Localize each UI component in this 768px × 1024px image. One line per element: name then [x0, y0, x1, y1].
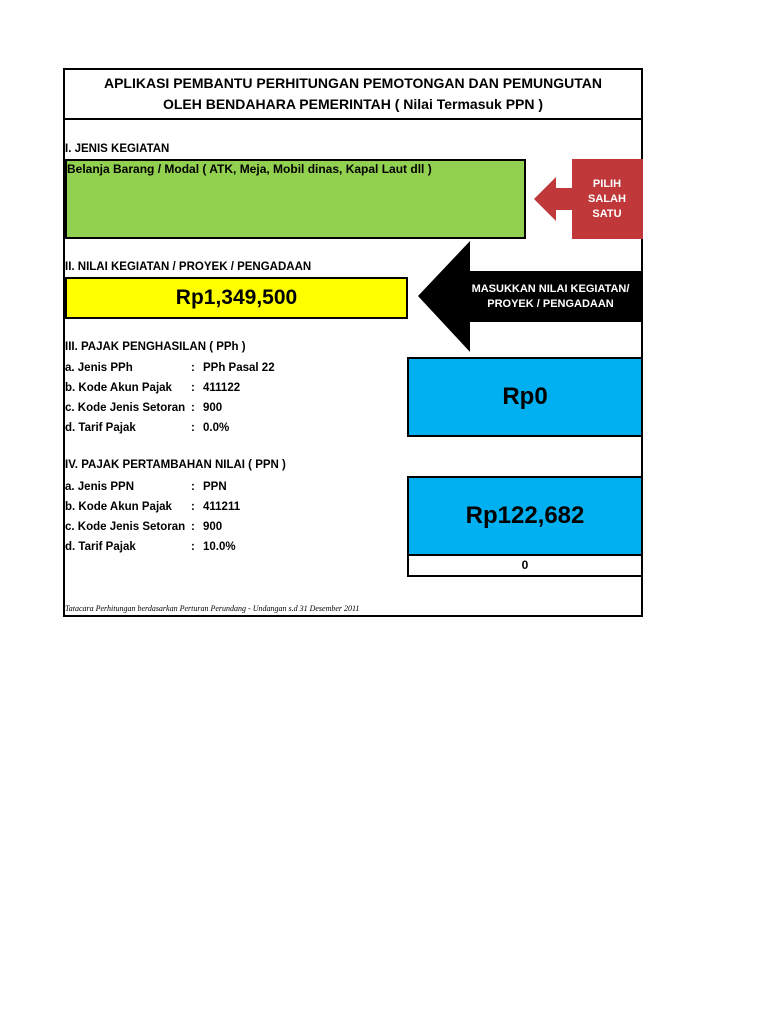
ppn-row-kode-setoran: c. Kode Jenis Setoran : 900 — [65, 521, 223, 533]
ppn-row-tarif: d. Tarif Pajak : 10.0% — [65, 541, 236, 553]
section-ppn-label: IV. PAJAK PERTAMBAHAN NILAI ( PPN ) — [65, 459, 286, 471]
section-pph-label: III. PAJAK PENGHASILAN ( PPh ) — [65, 341, 246, 353]
title-line-2: OLEH BENDAHARA PEMERINTAH ( Nilai Termasuk PPN ) — [162, 96, 544, 112]
title-line-1: APLIKASI PEMBANTU PERHITUNGAN PEMOTONGAN DAN PEMUNGUTAN — [103, 75, 603, 91]
pph-row-kode-akun: b. Kode Akun Pajak : 411122 — [65, 382, 241, 394]
red-hint-line-3: SATU — [592, 207, 622, 220]
page-title — [65, 70, 641, 120]
section-nilai-kegiatan-label: II. NILAI KEGIATAN / PROYEK / PENGADAAN — [65, 261, 312, 273]
pph-row-tarif: d. Tarif Pajak : 0.0% — [65, 422, 230, 434]
pph-row-jenis: a. Jenis PPh : PPh Pasal 22 — [65, 362, 275, 374]
nilai-kegiatan-input[interactable]: Rp1,349,500 — [65, 277, 408, 319]
ppn-row-kode-akun: b. Kode Akun Pajak : 411211 — [65, 501, 241, 513]
ppn-row-jenis: a. Jenis PPN : PPN — [65, 481, 227, 493]
jenis-kegiatan-select[interactable] — [65, 159, 526, 239]
pph-result: Rp0 — [407, 357, 643, 437]
masukkan-nilai-arrow — [418, 241, 643, 352]
ppn-result: Rp122,682 — [407, 476, 643, 556]
calculator-sheet — [63, 68, 643, 617]
black-hint-line-2: PROYEK / PENGADAAN — [487, 297, 614, 310]
ppn-extra-cell: 0 — [407, 555, 643, 577]
footer-note: Tatacara Perhitungan berdasarkan Perturan Perundang - Undangan s.d 31 Desember 2011 — [65, 604, 360, 613]
pilih-salah-satu-arrow — [530, 159, 643, 239]
black-hint-line-1: MASUKKAN NILAI KEGIATAN/ — [471, 282, 630, 295]
pph-row-kode-setoran: c. Kode Jenis Setoran : 900 — [65, 402, 223, 414]
red-hint-line-1: PILIH — [592, 177, 622, 190]
jenis-kegiatan-value: Belanja Barang / Modal ( ATK, Meja, Mobil dinas, Kapal Laut dll ) — [67, 162, 432, 176]
section-jenis-kegiatan-label: I. JENIS KEGIATAN — [65, 143, 170, 155]
red-hint-line-2: SALAH — [588, 192, 626, 205]
